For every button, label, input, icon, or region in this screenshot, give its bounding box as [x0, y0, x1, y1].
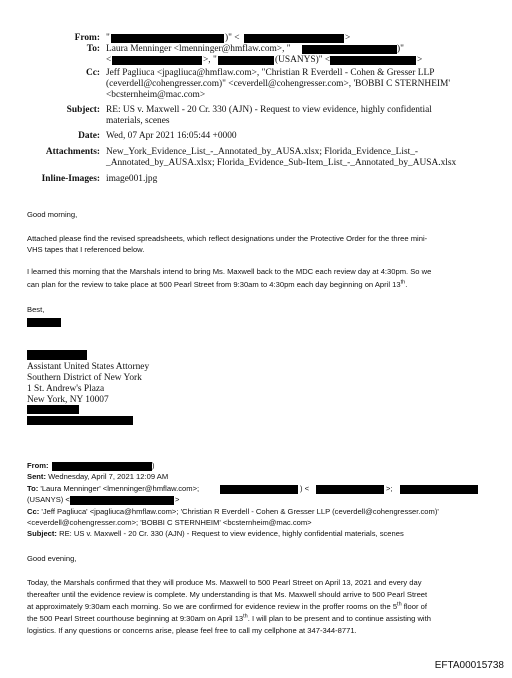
cc-line1: Jeff Pagliuca <jpagliuca@hmflaw.com>, "Christian R Everdell - Cohen & Gresser LLP: [106, 68, 435, 78]
redaction-block: [111, 34, 224, 43]
to-line1-end: )": [397, 44, 404, 54]
reply-para2-text: can plan for the review to take place at 500 Pearl Street from 9:30am to 4:30pm each day beginning on April 13: [27, 280, 401, 289]
quoted-p3: [27, 601, 427, 612]
quoted-to-label: To:: [27, 484, 39, 493]
redaction-block: [27, 350, 87, 360]
quoted-cc-value: 'Jeff Pagliuca' <jpagliuca@hmflaw.com>; 'Christian R Everdell - Cohen & Gresser LLP (ceverdell@cohengresser.com)': [41, 507, 439, 516]
quoted-p4-b: . I will plan to be present and to continue assisting with: [247, 614, 431, 623]
redaction-block: [27, 416, 133, 425]
quoted-p3-b: floor of: [401, 602, 427, 611]
attachments-line1[interactable]: New_York_Evidence_List_-_Annotated_by_AUSA.xlsx; Florida_Evidence_List_-: [106, 147, 419, 157]
signature-line1: Assistant United States Attorney: [27, 362, 150, 372]
quoted-subject-value: RE: US v. Maxwell - 20 Cr. 330 (AJN) - Request to view evidence, highly confidential materials, scenes: [59, 529, 404, 538]
quoted-from-close: ): [152, 461, 155, 470]
from-quote-open: ": [106, 33, 110, 43]
quoted-to-line2: (USANYS) <: [27, 495, 70, 504]
date-label: Date:: [78, 131, 100, 141]
quoted-greeting: Good evening,: [27, 554, 77, 563]
quoted-sent-label: Sent:: [27, 472, 46, 481]
signature-line3: 1 St. Andrew's Plaza: [27, 384, 105, 394]
redaction-block: [316, 485, 384, 494]
subject-line1: RE: US v. Maxwell - 20 Cr. 330 (AJN) - Request to view evidence, highly confidential: [106, 105, 432, 115]
reply-signoff: Best,: [27, 305, 45, 314]
quoted-subject-line: [27, 528, 404, 539]
quoted-to-line1: [27, 483, 199, 494]
redaction-block: [112, 56, 202, 65]
signature-line2: Southern District of New York: [27, 373, 142, 383]
attachments-label: Attachments:: [45, 147, 100, 157]
reply-para2-end: .: [405, 280, 408, 289]
to-line1: Laura Menninger <lmenninger@hmflaw.com>, ": [106, 44, 291, 54]
to-label: To:: [86, 44, 100, 54]
reply-para2-line2: [27, 279, 407, 290]
date-value: Wed, 07 Apr 2021 16:05:44 +0000: [106, 131, 237, 141]
quoted-p5: logistics. If any questions or concerns arise, please feel free to call my cellphone at 347-344-8771.: [27, 626, 357, 635]
cc-line3: <bcsternheim@mac.com>: [106, 90, 206, 100]
redaction-block: [244, 34, 344, 43]
redaction-block: [400, 485, 478, 494]
quoted-cc-label: Cc:: [27, 507, 40, 516]
reply-para1-line2: VHS tapes that I referenced below.: [27, 245, 145, 254]
redaction-block: [330, 56, 416, 65]
redaction-block: [302, 45, 397, 54]
quoted-sent-value: Wednesday, April 7, 2021 12:09 AM: [48, 472, 169, 481]
signature-line4: New York, NY 10007: [27, 395, 109, 405]
redaction-block: [220, 485, 298, 494]
to-line2-end: >: [417, 55, 423, 65]
inline-images-value[interactable]: image001.jpg: [106, 174, 158, 184]
to-line2-org: (USANYS)" <: [275, 55, 331, 65]
quoted-cc-line1: [27, 506, 439, 517]
subject-label: Subject:: [66, 105, 100, 115]
cc-label: Cc:: [85, 68, 100, 78]
reply-para2-line1: I learned this morning that the Marshals intend to bring Ms. Maxwell back to the MDC each review day at 4:30pm. So we: [27, 267, 432, 276]
quoted-p1: Today, the Marshals confirmed that they will produce Ms. Maxwell to 500 Pearl Street on April 13, 2021 and every day: [27, 578, 422, 587]
quoted-p4: [27, 613, 431, 624]
bates-number: EFTA00015738: [434, 660, 504, 671]
quoted-to-value-a: 'Laura Menninger' <lmenninger@hmflaw.com>;: [40, 484, 200, 493]
quoted-p2: thereafter until the evidence review is complete. My understanding is that Ms. Maxwell should arrive to 500 Pearl Street: [27, 590, 428, 599]
quoted-p3-a: at approximately 9:30am each morning. So we are confirmed for evidence review in the proffer rooms on the 5: [27, 602, 398, 611]
quoted-from-label: From:: [27, 461, 49, 470]
quoted-sent-line: [27, 471, 168, 482]
redaction-block: [70, 496, 174, 505]
quoted-cc-line2: <ceverdell@cohengresser.com>; 'BOBBI C STERNHEIM' <bcsternheim@mac.com>: [27, 518, 312, 527]
quoted-p4-sup: th: [243, 613, 248, 620]
subject-line2: materials, scenes: [106, 116, 170, 126]
redaction-block: [27, 318, 61, 327]
quoted-to-value-c: >;: [386, 484, 393, 493]
from-quote-mid: )" <: [225, 33, 240, 43]
redaction-block: [52, 462, 152, 471]
from-label: From:: [74, 33, 100, 43]
inline-images-label: Inline-Images:: [41, 174, 100, 184]
to-line2-mid: >, ": [203, 55, 217, 65]
quoted-subject-label: Subject:: [27, 529, 57, 538]
from-quote-close: >: [345, 33, 351, 43]
redaction-block: [218, 56, 274, 65]
reply-greeting: Good morning,: [27, 210, 78, 219]
reply-para2-sup: th: [400, 279, 406, 286]
quoted-p4-a: the 500 Pearl Street courthouse beginning at 9:30am on April 13: [27, 614, 244, 623]
attachments-line2[interactable]: _Annotated_by_AUSA.xlsx; Florida_Evidence_Sub-Item_List_-_Annotated_by_AUSA.xlsx: [106, 158, 457, 168]
cc-line2: (ceverdell@cohengresser.com)" <ceverdell@cohengresser.com>, 'BOBBI C STERNHEIM': [106, 79, 451, 89]
quoted-p3-sup: th: [397, 601, 402, 608]
quoted-to-line2-end: >: [175, 495, 180, 504]
quoted-to-value-b: ) <: [300, 484, 310, 493]
reply-para1-line1: Attached please find the revised spreadsheets, which reflect designations under the Protective Order for the three mini-: [27, 234, 428, 243]
to-line2-start: <: [106, 55, 112, 65]
redaction-block: [27, 405, 79, 414]
